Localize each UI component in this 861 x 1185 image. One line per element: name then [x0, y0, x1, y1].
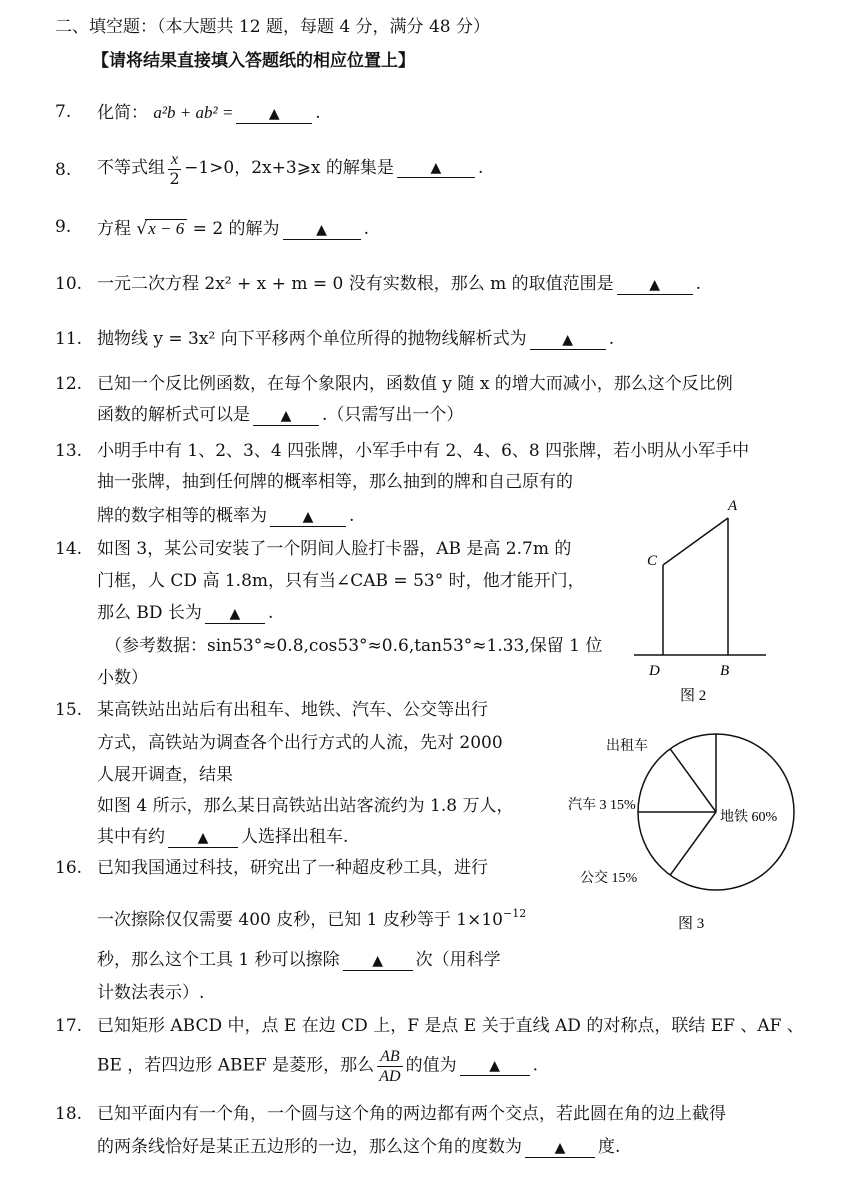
question-10: 一元二次方程 2x² + x + m = 0 没有实数根，那么 m 的取值范围是 ▲ .: [97, 274, 702, 294]
q18-number: 18.: [55, 1104, 83, 1124]
q14-line1: 如图 3，某公司安装了一个阴间人脸打卡器，AB 是高 2.7m 的: [97, 539, 572, 559]
q7-number: 7.: [55, 102, 72, 122]
question-9: 方程 √x − 6 = 2 的解为 ▲ .: [97, 219, 369, 239]
label-A: A: [728, 498, 738, 514]
q13-number: 13.: [55, 441, 83, 461]
q14-line2: 门框，人 CD 高 1.8m，只有当∠CAB = 53° 时，他才能开门，: [97, 571, 585, 591]
answer-blank[interactable]: ▲: [283, 221, 361, 240]
answer-blank[interactable]: ▲: [397, 159, 475, 178]
answer-blank[interactable]: ▲: [525, 1139, 595, 1158]
pie-slice-boundary-1: [670, 749, 716, 812]
answer-blank[interactable]: ▲: [236, 105, 312, 124]
answer-blank[interactable]: ▲: [460, 1057, 530, 1076]
q8-number: 8.: [55, 160, 72, 180]
q14-line3: 那么 BD 长为 ▲ .: [97, 603, 274, 623]
pie-slice-boundary-3: [670, 812, 716, 875]
label-B: B: [720, 663, 730, 679]
figure-3-caption: 图 3: [678, 916, 705, 932]
figure-2-caption: 图 2: [680, 688, 707, 704]
question-7: 化简： a²b + ab² = ▲ .: [97, 103, 321, 123]
answer-blank[interactable]: ▲: [343, 952, 413, 971]
figure-door-frame: [620, 495, 780, 710]
q10-number: 10.: [55, 274, 83, 294]
label-D: D: [649, 663, 660, 679]
pie-label-taxi: 出租车: [606, 739, 648, 754]
q16-number: 16.: [55, 858, 83, 878]
q16-line2: 一次擦除仅仅需要 400 皮秒，已知 1 皮秒等于 $1\times 10^{-12}$: [97, 907, 527, 930]
q14-line4: （参考数据：sin53°≈0.8,cos53°≈0.6,tan53°≈1.33,保留 1 位: [105, 636, 603, 656]
segment-CA: [663, 518, 728, 565]
question-11: 抛物线 y = 3x² 向下平移两个单位所得的抛物线解析式为 ▲ .: [97, 329, 615, 349]
fraction-x-over-2: $\frac{x}{2}$: [169, 151, 180, 188]
answer-blank[interactable]: ▲: [617, 276, 693, 295]
q13-line2: 抽一张牌，抽到任何牌的概率相等，那么抽到的牌和自己原有的: [97, 472, 573, 492]
q12-number: 12.: [55, 374, 83, 394]
q16-line3: 秒，那么这个工具 1 秒可以擦除 ▲ 次（用科学: [97, 950, 501, 970]
section-title: 二、填空题：（本大题共 12 题，每题 4 分，满分 48 分）: [55, 17, 491, 37]
q15-number: 15.: [55, 700, 83, 720]
answer-blank[interactable]: ▲: [205, 605, 265, 624]
q15-line3: 人展开调查，结果: [97, 765, 233, 785]
q14-number: 14.: [55, 539, 83, 559]
q15-line4: 如图 4 所示，那么某日高铁站出站客流约为 1.8 万人，: [97, 796, 514, 816]
q15-line2: 方式，高铁站为调查各个出行方式的人流，先对 2000: [97, 733, 503, 753]
q11-number: 11.: [55, 329, 83, 349]
q9-number: 9.: [55, 217, 72, 237]
section-instruction: 【请将结果直接填入答题纸的相应位置上】: [92, 51, 415, 71]
q18-line2: 的两条线恰好是某正五边形的一边，那么这个角的度数为 ▲ 度.: [97, 1137, 621, 1157]
answer-blank[interactable]: ▲: [253, 407, 319, 426]
pie-chart-travel-modes: [560, 730, 860, 940]
answer-blank[interactable]: ▲: [530, 331, 606, 350]
q17-line1: 已知矩形 ABCD 中，点 E 在边 CD 上，F 是点 E 关于直线 AD 的对称点，联结 EF 、AF 、: [97, 1016, 804, 1036]
q12-line1: 已知一个反比例函数，在每个象限内，函数值 y 随 x 的增大而减小，那么这个反比例: [97, 374, 733, 394]
q14-line5: 小数）: [97, 668, 148, 688]
q7-text: 化简：: [97, 103, 148, 123]
q12-line2: 函数的解析式可以是 ▲ .（只需写出一个）: [97, 405, 464, 425]
q13-line3: 牌的数字相等的概率为 ▲ .: [97, 506, 355, 526]
sqrt-sign: √: [136, 219, 148, 239]
pie-label-car: 汽车 3 15%: [568, 798, 636, 813]
q7-expression: a²b + ab² =: [153, 103, 234, 122]
q17-line2: BE ，若四边形 ABEF 是菱形，那么 $\frac{AB}{AD}$ 的值为 ▲ .: [97, 1048, 539, 1085]
question-8: 不等式组 $\frac{x}{2}$ −1>0，2x+3⩾x 的解集是 ▲ .: [97, 151, 484, 188]
q18-line1: 已知平面内有一个角，一个圆与这个角的两边都有两个交点，若此圆在角的边上截得: [97, 1104, 726, 1124]
q16-line4: 计数法表示）.: [97, 983, 205, 1003]
answer-blank[interactable]: ▲: [168, 829, 238, 848]
q16-line1: 已知我国通过科技，研究出了一种超皮秒工具，进行: [97, 858, 488, 878]
q15-line1: 某高铁站出站后有出租车、地铁、汽车、公交等出行: [97, 700, 488, 720]
fraction-AB-over-AD: $\frac{AB}{AD}$: [377, 1047, 403, 1085]
answer-blank[interactable]: ▲: [270, 508, 346, 527]
pie-label-bus: 公交 15%: [580, 871, 638, 886]
q13-line1: 小明手中有 1、2、3、4 四张牌，小军手中有 2、4、6、8 四张牌，若小明从小军手中: [97, 441, 750, 461]
q15-line5: 其中有约 ▲ 人选择出租车.: [97, 827, 349, 847]
pie-label-subway: 地铁 60%: [720, 810, 778, 825]
label-C: C: [647, 553, 658, 569]
q17-number: 17.: [55, 1016, 83, 1036]
